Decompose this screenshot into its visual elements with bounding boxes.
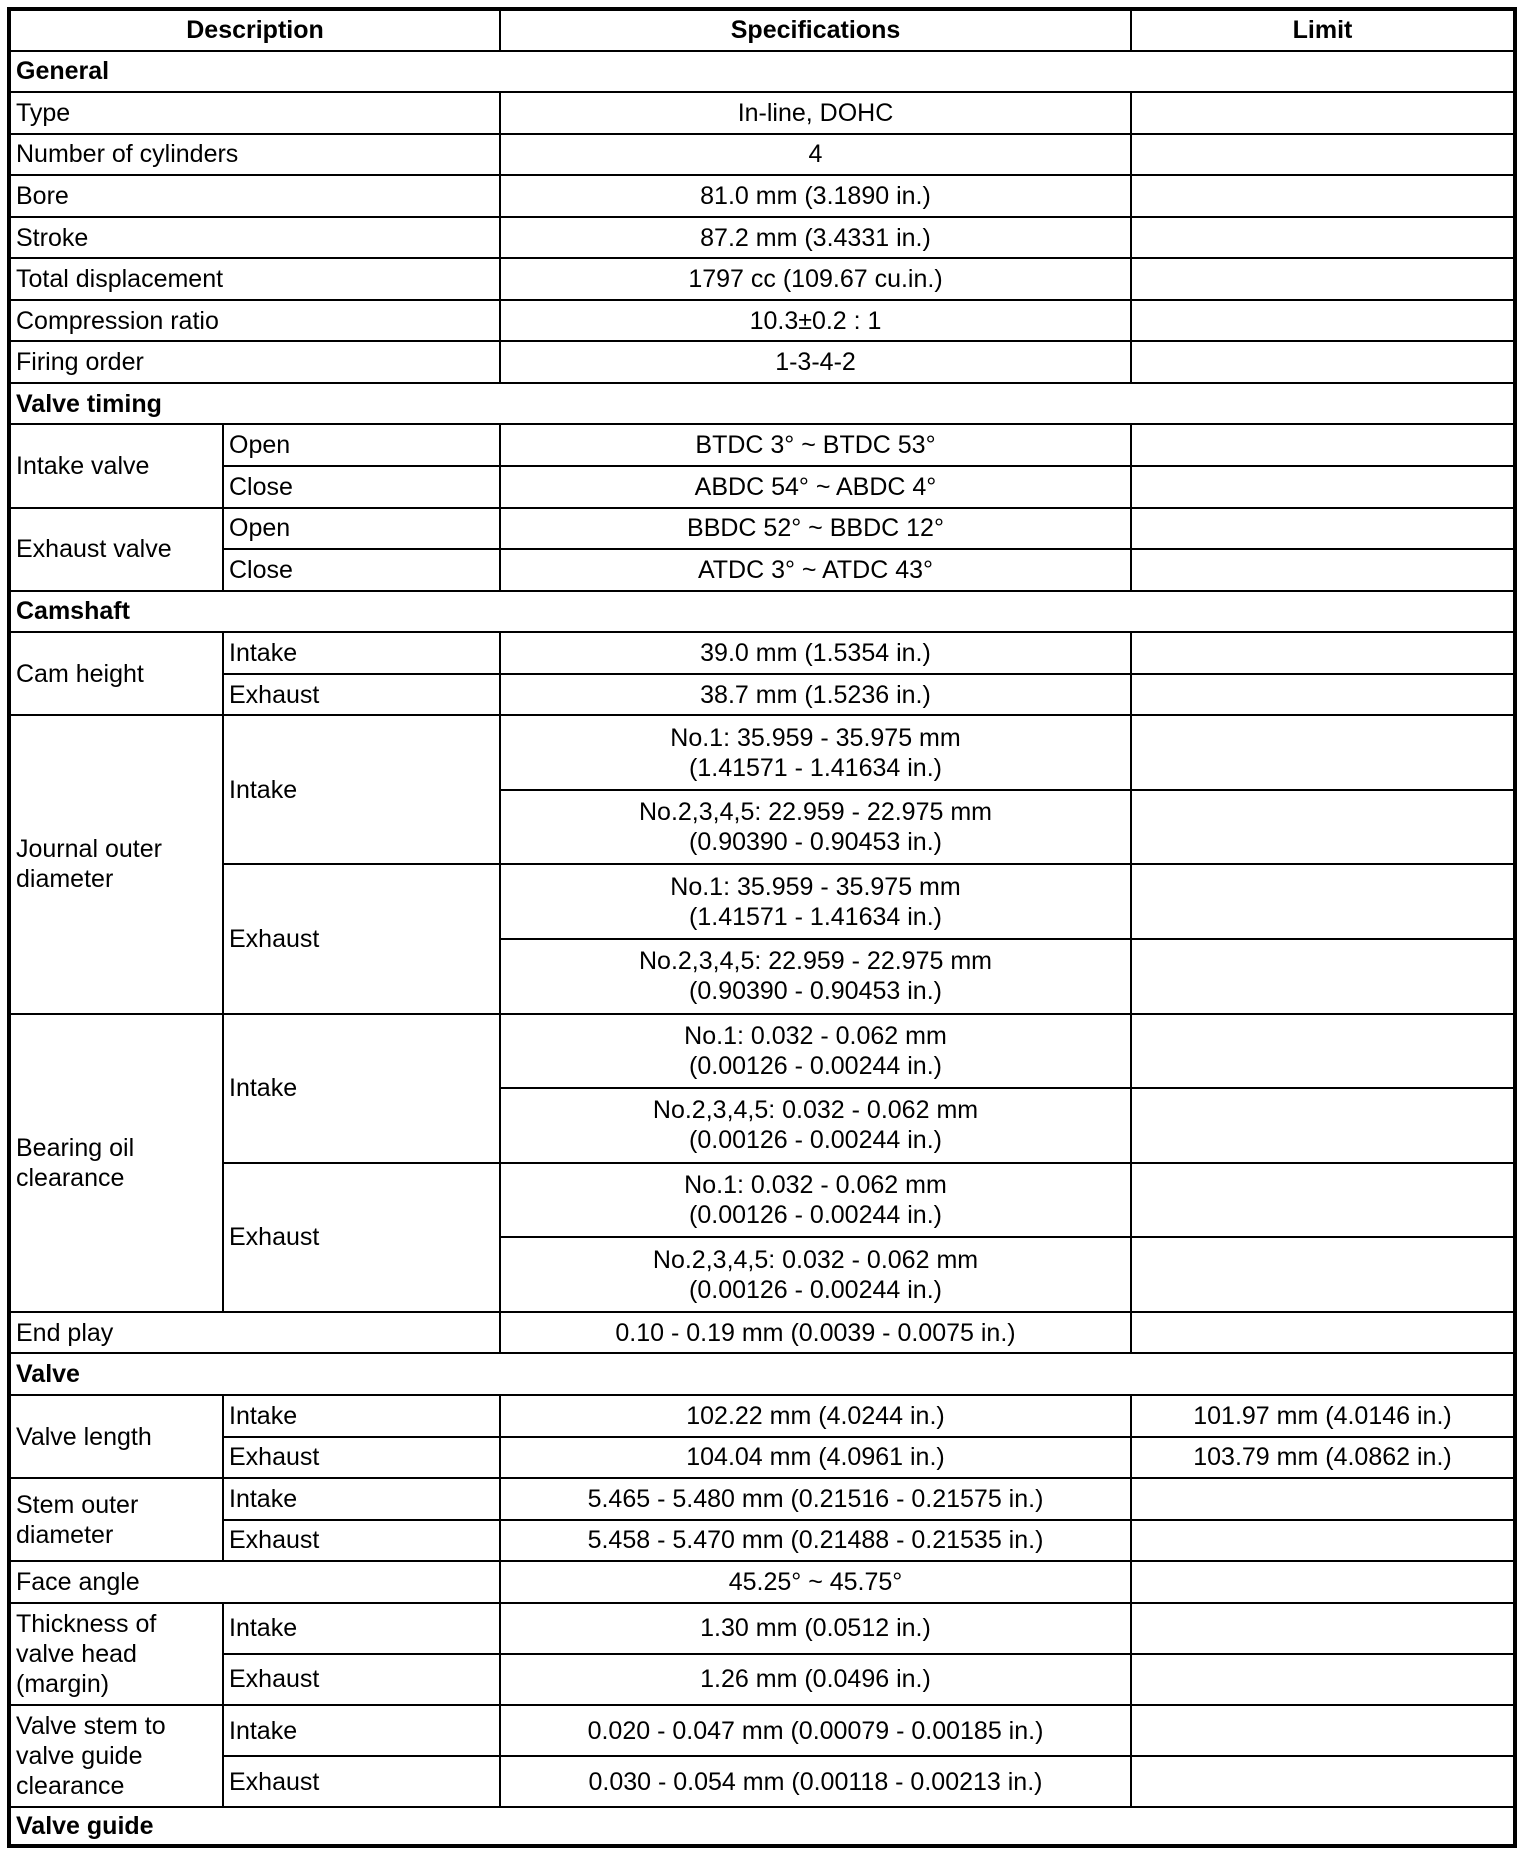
row-spec: 0.030 - 0.054 mm (0.00118 - 0.00213 in.) <box>500 1756 1131 1807</box>
table-row <box>9 632 1515 674</box>
section-valve-timing <box>9 383 1515 425</box>
row-subitem: Exhaust <box>223 1163 500 1312</box>
table-row <box>9 217 1515 259</box>
table-row <box>9 1705 1515 1756</box>
spec-line: No.1: 0.032 - 0.062 mm <box>684 1171 947 1200</box>
row-spec: 0.020 - 0.047 mm (0.00079 - 0.00185 in.) <box>500 1705 1131 1756</box>
row-subitem: Intake <box>223 1014 500 1163</box>
row-spec: 104.04 mm (4.0961 in.) <box>500 1437 1131 1479</box>
section-camshaft <box>9 591 1515 633</box>
row-description: Face angle <box>9 1561 500 1603</box>
row-limit <box>1131 1520 1515 1562</box>
row-description <box>9 1478 223 1561</box>
table-row <box>9 175 1515 217</box>
row-spec: BBDC 52° ~ BBDC 12° <box>500 508 1131 550</box>
table-row <box>9 1163 1515 1238</box>
row-subitem: Close <box>223 466 500 508</box>
row-spec <box>500 864 1131 939</box>
table-row <box>9 134 1515 176</box>
row-spec: 81.0 mm (3.1890 in.) <box>500 175 1131 217</box>
row-spec: In-line, DOHC <box>500 92 1131 134</box>
section-valve-guide <box>9 1807 1515 1846</box>
row-spec: 1797 cc (109.67 cu.in.) <box>500 258 1131 300</box>
row-subitem: Intake <box>223 1705 500 1756</box>
label-line: Bearing oil <box>16 1133 135 1162</box>
spec-line: No.1: 0.032 - 0.062 mm <box>684 1021 947 1050</box>
table-row <box>9 1395 1515 1437</box>
row-subitem: Intake <box>223 1478 500 1520</box>
row-description: Intake valve <box>9 424 223 507</box>
table-row <box>9 1654 1515 1705</box>
label-line: Stem outer <box>16 1490 139 1519</box>
row-limit <box>1131 134 1515 176</box>
row-spec <box>500 1014 1131 1089</box>
label-line: Journal outer <box>16 835 162 864</box>
label-line: Valve stem to <box>16 1712 166 1741</box>
row-spec: 5.465 - 5.480 mm (0.21516 - 0.21575 in.) <box>500 1478 1131 1520</box>
row-limit: 103.79 mm (4.0862 in.) <box>1131 1437 1515 1479</box>
row-description: Compression ratio <box>9 300 500 342</box>
row-limit <box>1131 424 1515 466</box>
label-line: valve guide <box>16 1742 143 1771</box>
row-spec: 1-3-4-2 <box>500 341 1131 383</box>
table-row <box>9 1014 1515 1089</box>
spec-line: No.2,3,4,5: 0.032 - 0.062 mm <box>652 1096 979 1125</box>
row-spec <box>500 1163 1131 1238</box>
row-spec: 1.26 mm (0.0496 in.) <box>500 1654 1131 1705</box>
row-spec: 5.458 - 5.470 mm (0.21488 - 0.21535 in.) <box>500 1520 1131 1562</box>
row-subitem: Exhaust <box>223 674 500 716</box>
row-subitem: Exhaust <box>223 1520 500 1562</box>
row-description: Exhaust valve <box>9 508 223 591</box>
row-subitem: Close <box>223 549 500 591</box>
row-spec: 1.30 mm (0.0512 in.) <box>500 1603 1131 1654</box>
row-limit <box>1131 1312 1515 1354</box>
row-description: Valve length <box>9 1395 223 1478</box>
row-limit <box>1131 632 1515 674</box>
table-row <box>9 864 1515 939</box>
row-limit <box>1131 175 1515 217</box>
label-line: diameter <box>16 1520 114 1549</box>
spec-line: (0.00126 - 0.00244 in.) <box>689 1051 942 1080</box>
table-row <box>9 1561 1515 1603</box>
row-spec: 38.7 mm (1.5236 in.) <box>500 674 1131 716</box>
row-subitem: Open <box>223 424 500 466</box>
table-row <box>9 715 1515 790</box>
row-description: End play <box>9 1312 500 1354</box>
row-description <box>9 1014 223 1312</box>
row-description: Total displacement <box>9 258 500 300</box>
header-row <box>9 9 1515 51</box>
row-limit <box>1131 1014 1515 1089</box>
section-title: Valve <box>9 1353 1515 1395</box>
row-spec: 102.22 mm (4.0244 in.) <box>500 1395 1131 1437</box>
table-row <box>9 92 1515 134</box>
row-spec: ABDC 54° ~ ABDC 4° <box>500 466 1131 508</box>
label-line: clearance <box>16 1163 125 1192</box>
section-title: General <box>9 51 1515 93</box>
spec-line: (0.00126 - 0.00244 in.) <box>689 1201 942 1230</box>
row-subitem: Intake <box>223 1395 500 1437</box>
table-row <box>9 1312 1515 1354</box>
header-limit: Limit <box>1131 9 1515 51</box>
row-description: Bore <box>9 175 500 217</box>
row-limit <box>1131 549 1515 591</box>
row-description: Firing order <box>9 341 500 383</box>
row-limit <box>1131 1478 1515 1520</box>
row-description: Type <box>9 92 500 134</box>
table-row <box>9 1756 1515 1807</box>
row-limit <box>1131 1603 1515 1654</box>
row-description <box>9 715 223 1013</box>
row-limit <box>1131 1705 1515 1756</box>
spec-line: (0.00126 - 0.00244 in.) <box>689 1275 942 1304</box>
row-limit <box>1131 1163 1515 1238</box>
spec-line: (1.41571 - 1.41634 in.) <box>689 902 942 931</box>
row-limit <box>1131 466 1515 508</box>
spec-line: No.1: 35.959 - 35.975 mm <box>670 723 961 752</box>
row-subitem: Intake <box>223 632 500 674</box>
spec-line: (0.00126 - 0.00244 in.) <box>689 1126 942 1155</box>
spec-line: (0.90390 - 0.90453 in.) <box>689 828 942 857</box>
header-specifications: Specifications <box>500 9 1131 51</box>
spec-line: No.2,3,4,5: 22.959 - 22.975 mm <box>639 947 992 976</box>
table-row <box>9 1437 1515 1479</box>
row-spec: 0.10 - 0.19 mm (0.0039 - 0.0075 in.) <box>500 1312 1131 1354</box>
row-limit <box>1131 1237 1515 1312</box>
label-line: diameter <box>16 865 114 894</box>
row-spec <box>500 939 1131 1014</box>
row-spec: 4 <box>500 134 1131 176</box>
table-row <box>9 508 1515 550</box>
table-row <box>9 341 1515 383</box>
row-limit <box>1131 217 1515 259</box>
row-spec: BTDC 3° ~ BTDC 53° <box>500 424 1131 466</box>
row-spec <box>500 715 1131 790</box>
row-limit <box>1131 939 1515 1014</box>
row-limit <box>1131 341 1515 383</box>
table-row <box>9 1520 1515 1562</box>
spec-line: (1.41571 - 1.41634 in.) <box>689 753 942 782</box>
table-row <box>9 258 1515 300</box>
row-description: Number of cylinders <box>9 134 500 176</box>
row-description <box>9 1705 223 1807</box>
row-spec <box>500 790 1131 865</box>
row-subitem: Exhaust <box>223 1756 500 1807</box>
label-line: Thickness of <box>16 1609 157 1638</box>
row-subitem: Exhaust <box>223 864 500 1013</box>
row-description <box>9 1603 223 1705</box>
row-spec <box>500 1237 1131 1312</box>
row-limit <box>1131 1654 1515 1705</box>
spec-line: No.2,3,4,5: 22.959 - 22.975 mm <box>639 798 992 827</box>
row-limit <box>1131 508 1515 550</box>
row-limit <box>1131 715 1515 790</box>
row-spec <box>500 1088 1131 1163</box>
row-spec: 39.0 mm (1.5354 in.) <box>500 632 1131 674</box>
label-line: clearance <box>16 1772 125 1801</box>
header-description: Description <box>9 9 500 51</box>
engine-spec-table <box>7 7 1517 1848</box>
row-limit <box>1131 1561 1515 1603</box>
row-limit <box>1131 674 1515 716</box>
row-limit <box>1131 1756 1515 1807</box>
spec-line: (0.90390 - 0.90453 in.) <box>689 977 942 1006</box>
table-row <box>9 674 1515 716</box>
row-subitem: Intake <box>223 715 500 864</box>
spec-line: No.1: 35.959 - 35.975 mm <box>670 872 961 901</box>
table-row <box>9 1478 1515 1520</box>
section-valve <box>9 1353 1515 1395</box>
table-row <box>9 424 1515 466</box>
row-spec: ATDC 3° ~ ATDC 43° <box>500 549 1131 591</box>
table-row <box>9 300 1515 342</box>
row-limit <box>1131 92 1515 134</box>
row-limit <box>1131 300 1515 342</box>
section-title: Valve guide <box>9 1807 1515 1846</box>
table-row <box>9 466 1515 508</box>
row-subitem: Intake <box>223 1603 500 1654</box>
row-limit <box>1131 864 1515 939</box>
row-limit <box>1131 258 1515 300</box>
row-description: Stroke <box>9 217 500 259</box>
row-subitem: Exhaust <box>223 1437 500 1479</box>
spec-line: No.2,3,4,5: 0.032 - 0.062 mm <box>652 1245 979 1274</box>
row-spec: 10.3±0.2 : 1 <box>500 300 1131 342</box>
label-line: (margin) <box>16 1669 110 1698</box>
row-spec: 87.2 mm (3.4331 in.) <box>500 217 1131 259</box>
row-subitem: Open <box>223 508 500 550</box>
row-limit: 101.97 mm (4.0146 in.) <box>1131 1395 1515 1437</box>
row-description: Cam height <box>9 632 223 715</box>
row-spec: 45.25° ~ 45.75° <box>500 1561 1131 1603</box>
table-row <box>9 1603 1515 1654</box>
table-row <box>9 549 1515 591</box>
row-limit <box>1131 1088 1515 1163</box>
label-line: valve head <box>16 1639 137 1668</box>
section-general <box>9 51 1515 93</box>
row-subitem: Exhaust <box>223 1654 500 1705</box>
row-limit <box>1131 790 1515 865</box>
section-title: Camshaft <box>9 591 1515 633</box>
section-title: Valve timing <box>9 383 1515 425</box>
